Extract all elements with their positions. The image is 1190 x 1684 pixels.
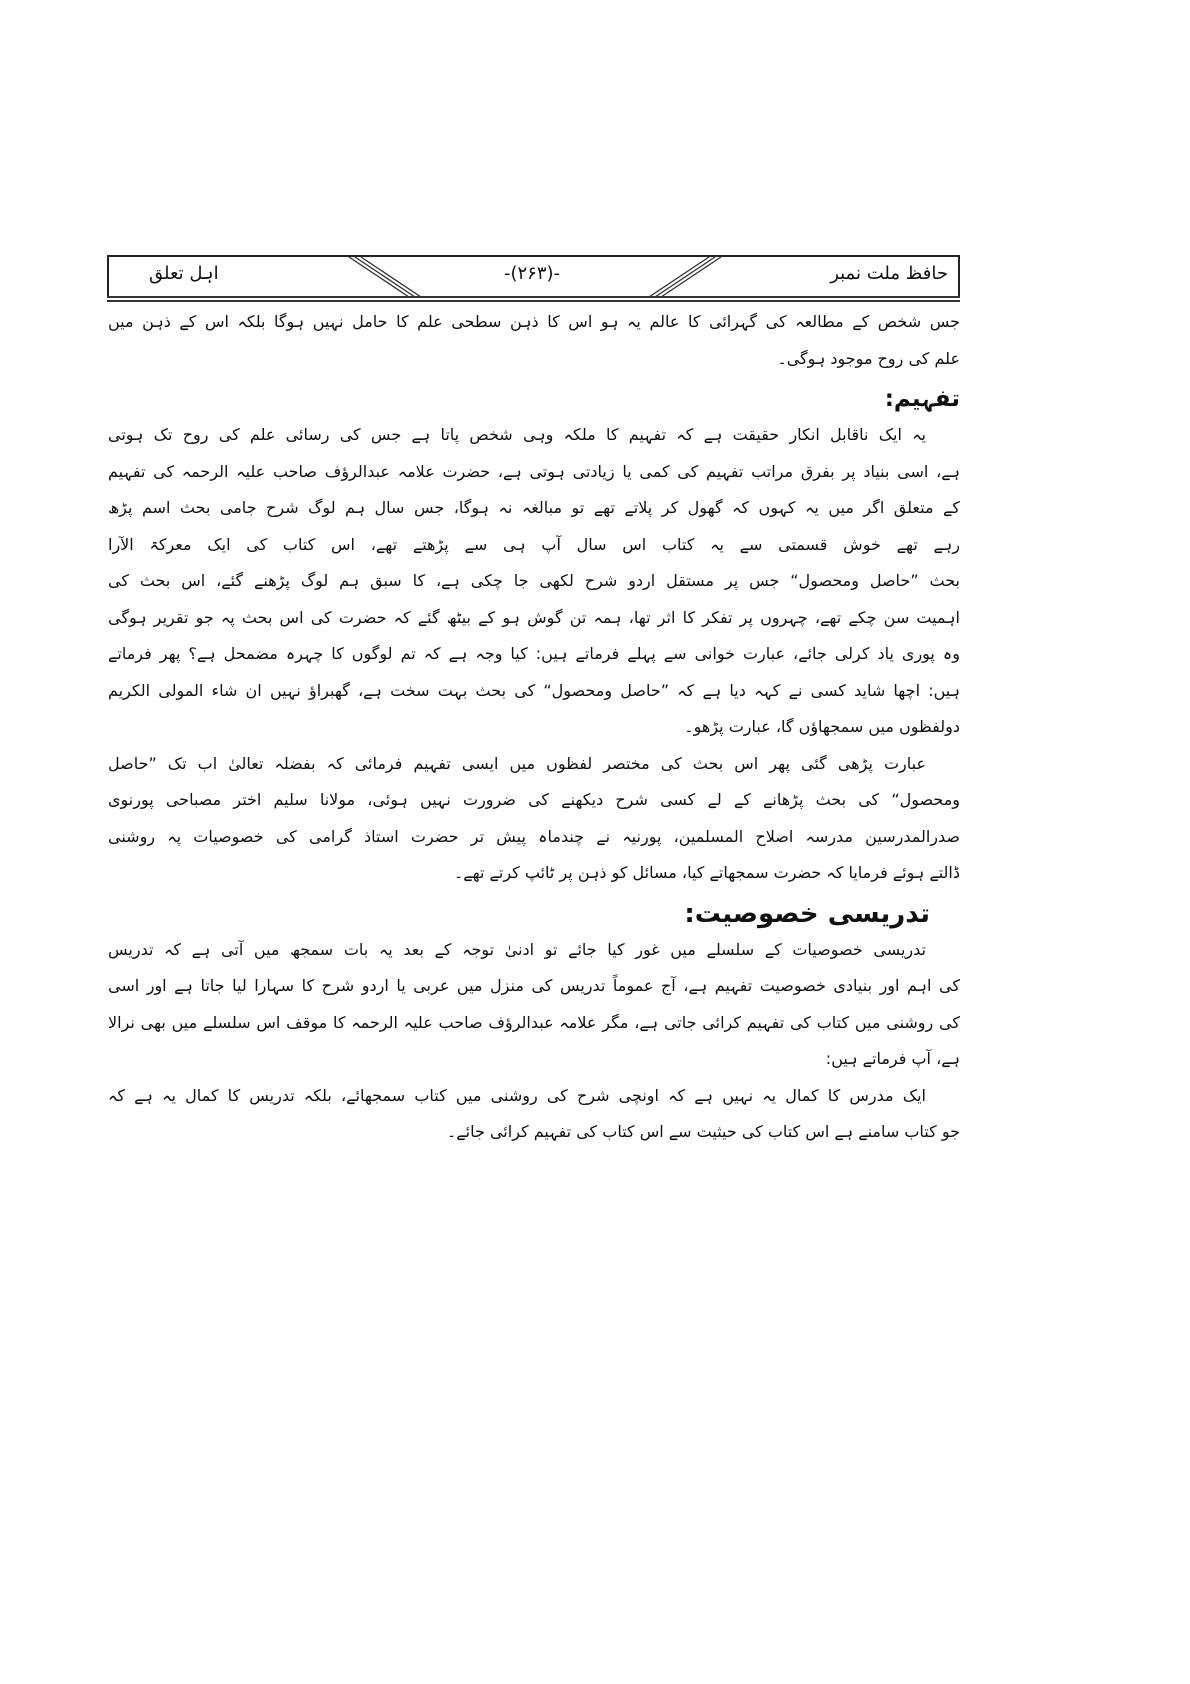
body-line: وہ پوری یاد کرلی جائے، عبارت خوانی سے پہلے فرماتے ہیں: کیا وجہ ہے کہ تم لوگوں کا چہرہ مضمحل ہے؟ پھر فرماتے (108, 644, 960, 663)
body-line: ڈالتے ہوئے فرمایا کہ حضرت سمجھاتے کیا، مسائل کو ذہن پر ٹائپ کرتے تھے۔ (453, 863, 960, 882)
running-header (107, 255, 960, 297)
body-line: دولفظوں میں سمجھاؤں گا، عبارت پڑھو۔ (684, 717, 960, 736)
header-publication-title: حافظ ملت نمبر (830, 263, 948, 284)
section-heading: تدریسی خصوصیت: (684, 898, 930, 929)
body-line: ومحصول“ کی بحث پڑھانے کے لے کسی شرح دیکھنے کی ضرورت نہیں ہوئی، مولانا سلیم اختر مصباحی پورنوی (108, 790, 960, 809)
body-line: کے متعلق اگر میں یہ کہوں کہ گھول کر پلاتے تھے تو مبالغہ نہ ہوگا، جس سال ہم لوگ شرح جامی بحث اسم پڑھ (108, 498, 961, 517)
body-line: جس شخص کے مطالعہ کی گہرائی کا عالم یہ ہو اس کا ذہن سطحی علم کا حامل نہیں ہوگا بلکہ اس کے ذہن میں (108, 312, 960, 331)
body-line: علم کی روح موجود ہوگی۔ (777, 348, 960, 368)
header-rule (107, 300, 960, 302)
body-line: کی اہم اور بنیادی خصوصیت تفہیم ہے، آج عموماً تدریس کی منزل میں عربی یا اردو شرح کا سہارا لیا جاتا ہے اور اسی (108, 976, 960, 995)
body-line: ایک مدرس کا کمال یہ نہیں ہے کہ اونچی شرح کی روشنی میں کتاب سمجھائے، بلکہ تدریس کا کمال یہ ہے کہ (108, 1085, 926, 1105)
page-number: -(۲۶۳)- (504, 263, 561, 284)
body-line: ہے، اسی بنیاد پر بفرق مراتب تفہیم کی کمی یا زیادتی ہوتی ہے، حضرت علامہ عبدالرؤف صاحب علیہ الرحمہ کی تفہیم (108, 461, 960, 481)
header-rule (107, 296, 960, 298)
body-line: کی روشنی میں کتاب کی تفہیم کرائی جاتی ہے، مگر علامہ عبدالرؤف صاحب علیہ الرحمہ کا موقف اس سلسلے میں بھی نرالا (108, 1012, 960, 1032)
header-section-title: اہل تعلق (149, 263, 219, 284)
section-heading: تفہیم: (884, 386, 960, 412)
body-line: اہمیت سن چکے تھے، چہروں پر تفکر کا اثر تھا، ہمہ تن گوش ہو کے بیٹھ گئے کہ حضرت کی اس بحث پہ جو تقریر ہوگی (108, 607, 961, 627)
body-line: جو کتاب سامنے ہے اس کتاب کی حیثیت سے اس کتاب کی تفہیم کرائی جائے۔ (446, 1122, 960, 1141)
body-line: تدریسی خصوصیات کے سلسلے میں غور کیا جائے تو ادنیٰ توجہ کے بعد یہ بات سمجھ میں آتی ہے کہ تدریس (108, 939, 926, 959)
body-line: یہ ایک ناقابل انکار حقیقت ہے کہ تفہیم کا ملکہ وہی شخص پاتا ہے جس کی رسائی علم کی روح تک ہوتی (108, 425, 926, 444)
body-line: عبارت پڑھی گئی پھر اس بحث کی مختصر لفظوں میں ایسی تفہیم فرمائی کہ بفضلہ تعالیٰ اب تک ”حاصل (108, 753, 926, 773)
body-line: ہے، آپ فرماتے ہیں: (825, 1049, 960, 1068)
body-line: رہے تھے خوش قسمتی سے یہ کتاب اس سال آپ ہی سے پڑھتے تھے، اس کتاب کی ایک معرکۃ الآرا (108, 534, 960, 554)
body-line: ہیں: اچھا شاید کسی نے کہہ دیا ہے کہ ”حاصل ومحصول“ کی بحث بہت سخت ہے، گھبراؤ نہیں ان شاء المولی الکریم (108, 680, 960, 700)
body-line: صدرالمدرسین مدرسہ اصلاح المسلمین، پورنیہ نے چندماہ پیش تر حضرت استاذ گرامی کی خصوصیات پہ روشنی (108, 826, 961, 846)
page-body (108, 306, 960, 1153)
body-line: بحث ”حاصل ومحصول“ جس پر مستقل اردو شرح لکھی جا چکی ہے، کا سبق ہم لوگ پڑھنے گئے، اس بحث کی (108, 571, 960, 590)
